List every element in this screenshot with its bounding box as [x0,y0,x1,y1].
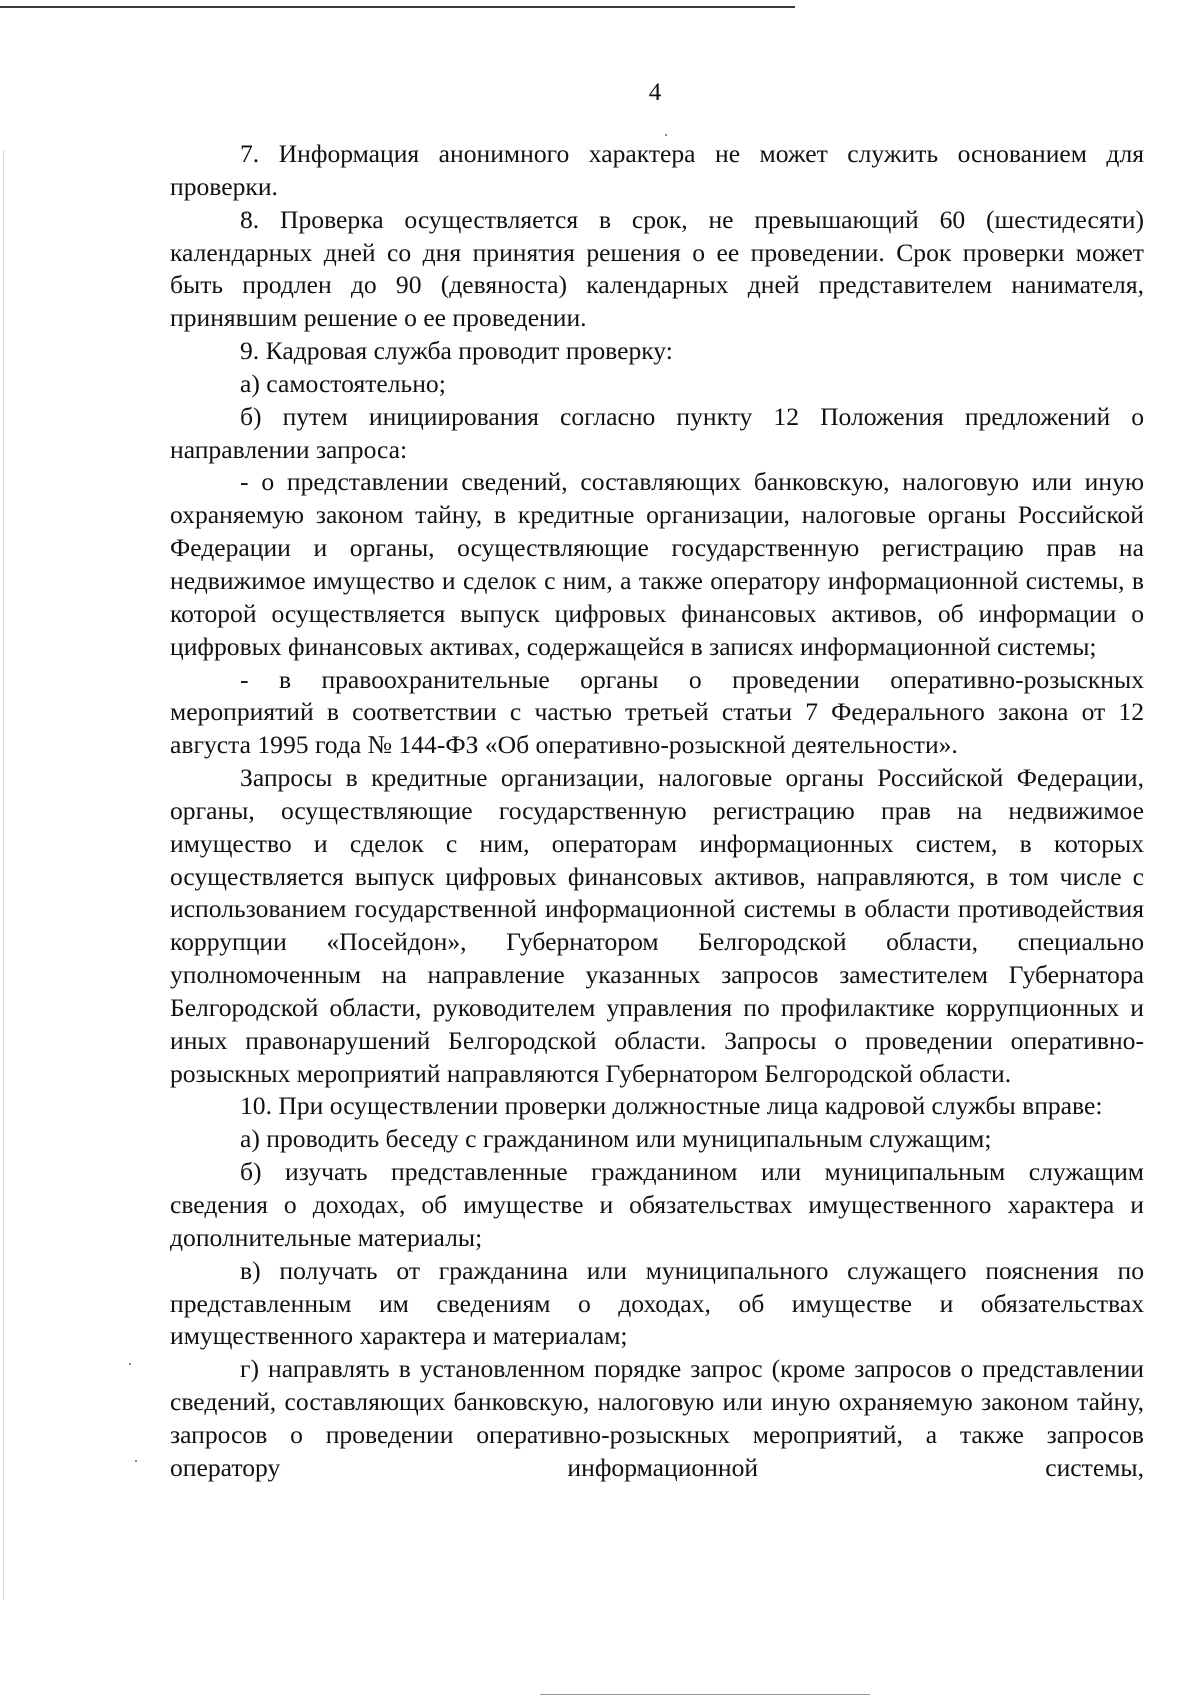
paragraph-item-7: 7. Информация анонимного характера не может служить основанием для проверки. [170,139,1144,201]
paragraph-item-9: 9. Кадровая служба проводит проверку: [240,336,673,366]
paragraph-item-9a: а) самостоятельно; [240,368,446,398]
scan-edge-bottom [540,1694,870,1695]
scan-speck [135,1460,137,1462]
scan-speck [665,134,667,136]
paragraph-dash-banking-request: - о представлении сведений, составляющих банковскую, налоговую или иную охраняемую законом тайну, в кредитные организации, налоговые органы Российской Федерации и органы, осуществляющие государственную регистрацию прав на недвижимое имущество и сделок с ним, а также оператору информационной системы, в которой осуществляется выпуск цифровых финансовых активов, об информации о цифровых финансовых активах, содержащейся в записях информационной системы; [170,467,1144,661]
paragraph-dash-law-enforcement: - в правоохранительные органы о проведении оперативно-розыскных мероприятий в соответствии с частью третьей статьи 7 Федерального закона от 12 августа 1995 года № 144-ФЗ «Об оперативно-розыскной деятельности». [170,664,1144,760]
scan-speck [3,150,4,1600]
scan-edge-top [0,6,795,8]
paragraph-requests-procedure: Запросы в кредитные организации, налоговые органы Российской Федерации, органы, осуществляющие государственную регистрацию прав на недвижимое имущество и сделок с ним, операторам информационных систем, в которых осуществляется выпуск цифровых финансовых активов, направляются, в том числе с использованием государственной информационной системы в области противодействия коррупции «Посейдон», Губернатором Белгородской области, специально уполномоченным на направление указанных запросов заместителем Губернатора Белгородской области, руководителем управления по профилактике коррупционных и иных правонарушений Белгородской области. Запросы о проведении оперативно-розыскных мероприятий направляются Губернатором Белгородской области. [170,763,1144,1088]
paragraph-item-10v: в) получать от гражданина или муниципального служащего пояснения по представленным им сведениям о доходах, об имуществе и обязательствах имущественного характера и материалам; [170,1255,1144,1351]
paragraph-item-8: 8. Проверка осуществляется в срок, не превышающий 60 (шестидесяти) календарных дней со дня принятия решения о ее проведении. Срок проверки может быть продлен до 90 (девяноста) календарных дней представителем нанимателя, принявшим решение о ее проведении. [170,204,1144,333]
page-number: 4 [648,79,662,106]
paragraph-item-10: 10. При осуществлении проверки должностные лица кадровой службы вправе: [240,1091,1103,1121]
paragraph-item-9b: б) путем инициирования согласно пункту 12 Положения предложений о направлении запроса: [170,401,1144,464]
document-body [170,138,1144,1485]
paragraph-item-10a: а) проводить беседу с гражданином или муниципальным служащим; [240,1124,992,1154]
paragraph-item-10g: г) направлять в установленном порядке запрос (кроме запросов о представлении сведений, составляющих банковскую, налоговую или иную охраняемую законом тайну, запросов о проведении оперативно-розыскных мероприятий, а также запросов оператору информационной системы, [170,1354,1144,1482]
scan-speck [129,1363,131,1365]
paragraph-item-10b: б) изучать представленные гражданином или муниципальным служащим сведения о доходах, об имуществе и обязательствах имущественного характера и дополнительные материалы; [170,1157,1144,1252]
